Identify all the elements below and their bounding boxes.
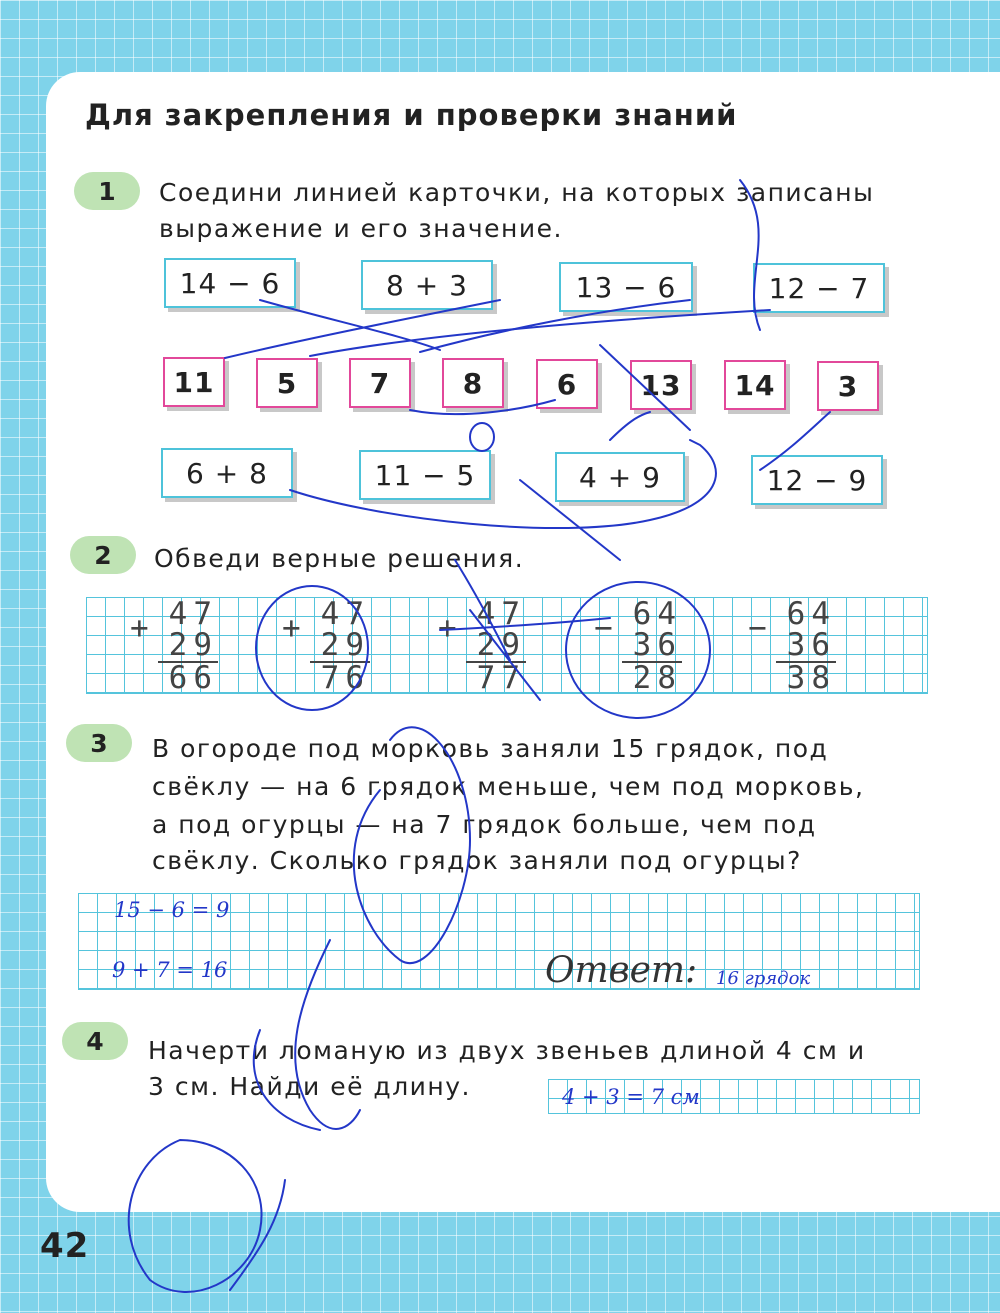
solution-5-sign: − (748, 610, 773, 646)
solution-2-b: 29 (320, 627, 370, 663)
card-mid-3[interactable]: 7 (349, 358, 411, 408)
solution-4[interactable] (594, 596, 682, 696)
solution-3-r: 77 (476, 660, 526, 696)
solution-2-sign: + (282, 610, 307, 646)
task-3-number: 3 (66, 724, 132, 762)
task-4-line1: Начерти ломаную из двух звеньев длиной 4 см и (148, 1036, 866, 1065)
solution-3[interactable] (438, 596, 526, 696)
task-3-handwritten-1: 15 − 6 = 9 (114, 898, 230, 922)
card-mid-7[interactable]: 14 (724, 360, 786, 410)
solution-5[interactable] (748, 596, 836, 696)
task-2-text: Обведи верные решения. (154, 544, 525, 573)
solution-4-b: 36 (632, 627, 682, 663)
card-top-4[interactable]: 12 − 7 (753, 263, 885, 313)
task-3-line3: а под огурцы — на 7 грядок больше, чем под (152, 810, 817, 839)
solution-1-r: 66 (168, 660, 218, 696)
card-top-3[interactable]: 13 − 6 (559, 262, 693, 312)
card-bottom-2[interactable]: 11 − 5 (359, 450, 491, 500)
solution-1[interactable] (130, 596, 218, 696)
task-4-line2: 3 см. Найди её длину. (148, 1072, 472, 1101)
page-number: 42 (40, 1226, 90, 1266)
card-bottom-1[interactable]: 6 + 8 (161, 448, 293, 498)
solution-5-b: 36 (786, 627, 836, 663)
card-mid-4[interactable]: 8 (442, 358, 504, 408)
task-1-text-line1: Соедини линией карточки, на которых записаны (159, 178, 875, 207)
task-4-handwritten: 4 + 3 = 7 см (562, 1085, 700, 1109)
task-1-text-line2: выражение и его значение. (159, 214, 563, 243)
card-mid-6[interactable]: 13 (630, 360, 692, 410)
task-2-number: 2 (70, 536, 136, 574)
solution-2[interactable] (282, 596, 370, 696)
solution-2-a: 47 (320, 596, 370, 632)
top-grid-strip (0, 0, 1000, 70)
card-mid-5[interactable]: 6 (536, 359, 598, 409)
solution-3-sign: + (438, 610, 463, 646)
page-title: Для закрепления и проверки знаний (85, 98, 738, 132)
task-3-line4: свёклу. Сколько грядок заняли под огурцы? (152, 846, 802, 875)
task-1-number: 1 (74, 172, 140, 210)
solution-3-a: 47 (476, 596, 526, 632)
solution-4-r: 28 (632, 660, 682, 696)
task-3-line2: свёклу — на 6 грядок меньше, чем под морковь, (152, 772, 865, 801)
task-4-number: 4 (62, 1022, 128, 1060)
task-3-line1: В огороде под морковь заняли 15 грядок, под (152, 734, 829, 763)
answer-label: Ответ: (545, 950, 698, 991)
solution-2-r: 76 (320, 660, 370, 696)
solution-3-b: 29 (476, 627, 526, 663)
task-3-handwritten-2: 9 + 7 = 16 (112, 958, 228, 982)
card-bottom-4[interactable]: 12 − 9 (751, 455, 883, 505)
card-mid-8[interactable]: 3 (817, 361, 879, 411)
solution-5-a: 64 (786, 596, 836, 632)
answer-value: 16 грядок (716, 968, 811, 989)
card-bottom-3[interactable]: 4 + 9 (555, 452, 685, 502)
card-top-1[interactable]: 14 − 6 (164, 258, 296, 308)
card-top-2[interactable]: 8 + 3 (361, 260, 493, 310)
solution-5-r: 38 (786, 660, 836, 696)
solution-4-sign: − (594, 610, 619, 646)
solution-1-b: 29 (168, 627, 218, 663)
card-mid-1[interactable]: 11 (163, 357, 225, 407)
card-mid-2[interactable]: 5 (256, 358, 318, 408)
solution-1-a: 47 (168, 596, 218, 632)
solution-4-a: 64 (632, 596, 682, 632)
solution-1-sign: + (130, 610, 155, 646)
